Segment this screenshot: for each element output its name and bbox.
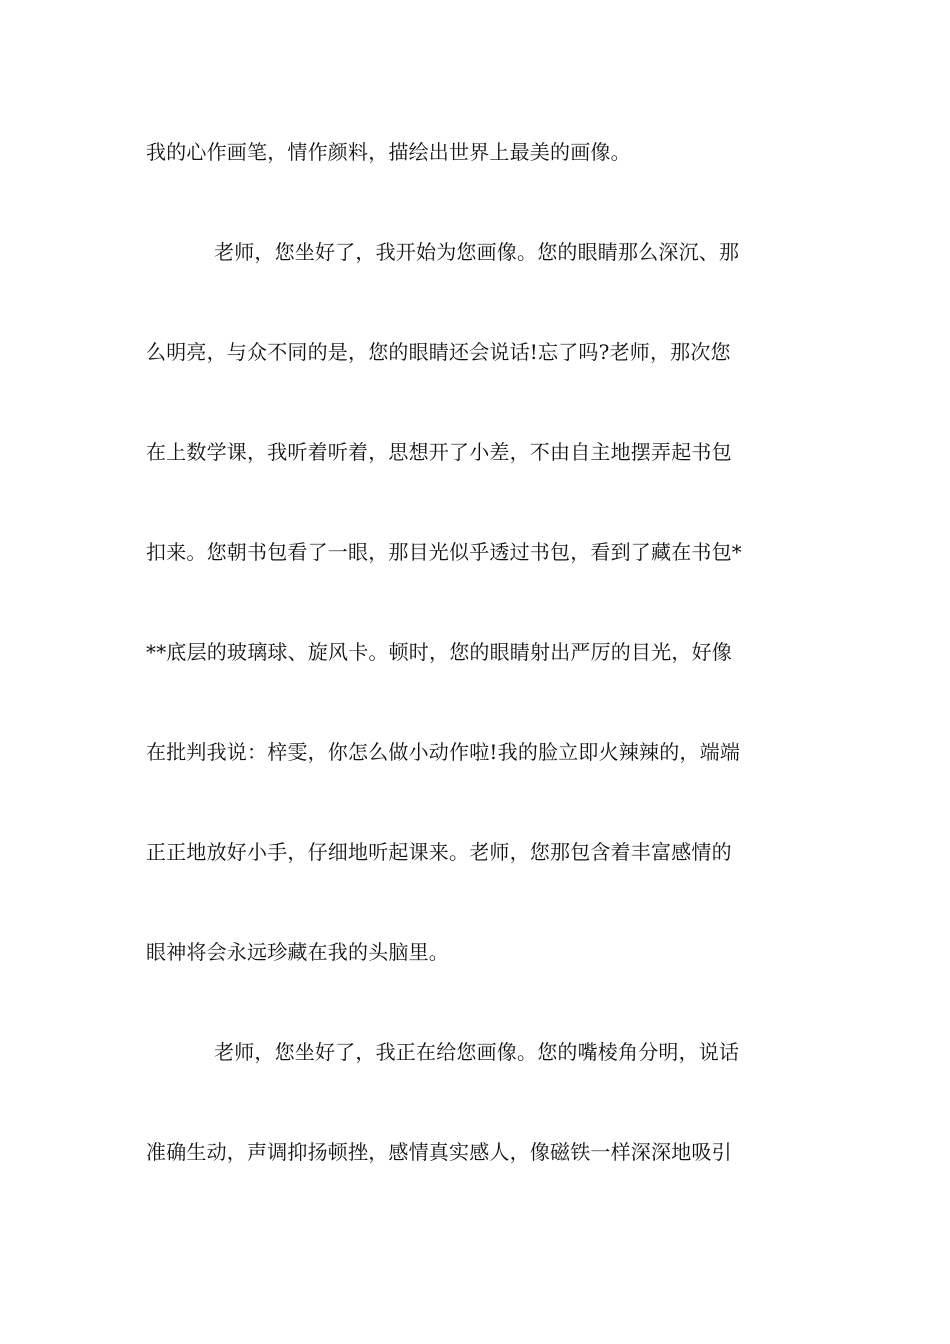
text-line-5: 扣来。您朝书包看了一眼，那目光似乎透过书包，看到了藏在书包* <box>146 540 742 564</box>
text-line-8: 正正地放好小手，仔细地听起课来。老师，您那包含着丰富感情的 <box>146 840 732 864</box>
text-line-11: 准确生动，声调抑扬顿挫，感情真实感人，像磁铁一样深深地吸引 <box>146 1140 732 1164</box>
text-line-7: 在批判我说：梓雯，你怎么做小动作啦!我的脸立即火辣辣的，端端 <box>146 740 741 764</box>
text-line-6: **底层的玻璃球、旋风卡。顿时，您的眼睛射出严厉的目光，好像 <box>146 640 732 664</box>
text-line-3: 么明亮，与众不同的是，您的眼睛还会说话!忘了吗?老师，那次您 <box>146 340 731 364</box>
text-line-4: 在上数学课，我听着听着，思想开了小差，不由自主地摆弄起书包 <box>146 440 732 464</box>
text-line-1: 我的心作画笔，情作颜料，描绘出世界上最美的画像。 <box>146 140 631 164</box>
text-line-10: 老师，您坐好了，我正在给您画像。您的嘴棱角分明，说话 <box>214 1040 740 1064</box>
text-line-2: 老师，您坐好了，我开始为您画像。您的眼睛那么深沉、那 <box>214 240 740 264</box>
text-line-9: 眼神将会永远珍藏在我的头脑里。 <box>146 940 449 964</box>
